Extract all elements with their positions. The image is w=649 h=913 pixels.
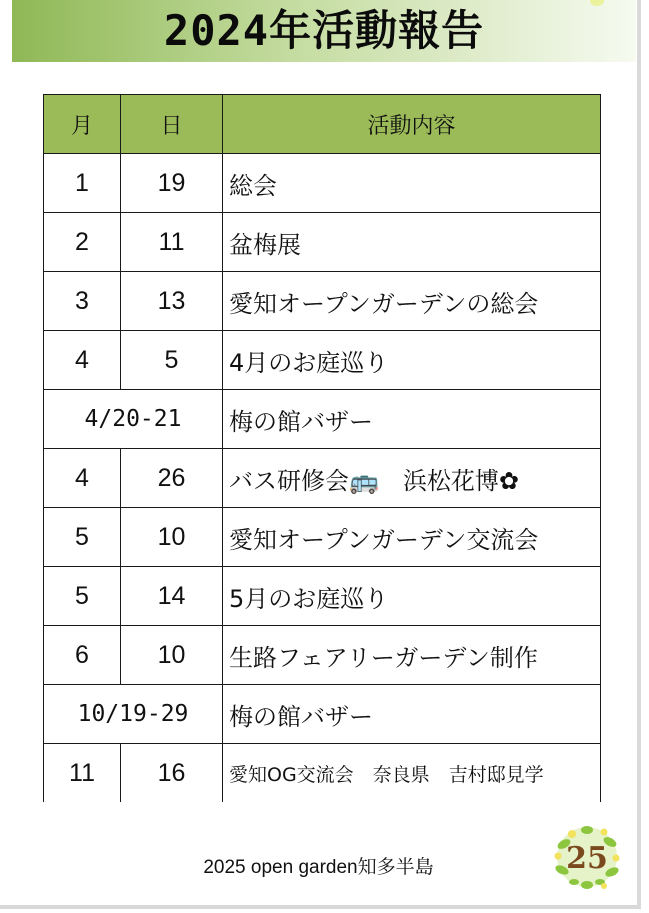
day-cell: 13	[121, 272, 223, 331]
content-cell: 梅の館バザー	[223, 390, 601, 449]
month-cell: 5	[44, 567, 121, 626]
day-cell: 5	[121, 331, 223, 390]
table-header-row	[44, 95, 601, 154]
month-cell: 3	[44, 272, 121, 331]
day-cell: 14	[121, 567, 223, 626]
table-row	[44, 331, 601, 390]
table-row	[44, 154, 601, 213]
table-row	[44, 685, 601, 744]
date-range-cell: 10/19-29	[44, 685, 223, 744]
month-cell: 1	[44, 154, 121, 213]
table-row	[44, 213, 601, 272]
month-cell: 5	[44, 508, 121, 567]
month-cell: 4	[44, 449, 121, 508]
content-cell: 愛知オープンガーデン交流会	[223, 508, 601, 567]
date-range-cell: 4/20-21	[44, 390, 223, 449]
content-cell: 盆梅展	[223, 213, 601, 272]
month-cell: 11	[44, 744, 121, 803]
page-title: 2024年活動報告	[163, 6, 485, 55]
header-content: 活動内容	[223, 95, 601, 154]
month-cell: 2	[44, 213, 121, 272]
month-cell: 6	[44, 626, 121, 685]
table-row	[44, 449, 601, 508]
month-cell: 4	[44, 331, 121, 390]
content-cell: 愛知オープンガーデンの総会	[223, 272, 601, 331]
day-cell: 10	[121, 626, 223, 685]
logo-text: 25	[566, 841, 608, 876]
day-cell: 26	[121, 449, 223, 508]
content-cell: 梅の館バザー	[223, 685, 601, 744]
table-row	[44, 626, 601, 685]
day-cell: 19	[121, 154, 223, 213]
header-month: 月	[44, 95, 121, 154]
content-cell: 総会	[223, 154, 601, 213]
content-cell: 愛知OG交流会 奈良県 吉村邸見学	[223, 744, 601, 803]
table-row	[44, 272, 601, 331]
day-cell: 10	[121, 508, 223, 567]
day-cell: 11	[121, 213, 223, 272]
table-row	[44, 744, 601, 803]
content-cell: バス研修会🚌 浜松花博✿	[223, 449, 601, 508]
table-row	[44, 508, 601, 567]
table-row	[44, 390, 601, 449]
activity-table	[43, 94, 601, 802]
table-row	[44, 567, 601, 626]
title-banner	[12, 0, 636, 62]
open-garden-logo	[552, 822, 622, 892]
content-cell: 4月のお庭巡り	[223, 331, 601, 390]
content-cell: 生路フェアリーガーデン制作	[223, 626, 601, 685]
footer-text: 2025 open garden知多半島	[203, 857, 434, 878]
day-cell: 16	[121, 744, 223, 803]
content-cell: 5月のお庭巡り	[223, 567, 601, 626]
header-day: 日	[121, 95, 223, 154]
